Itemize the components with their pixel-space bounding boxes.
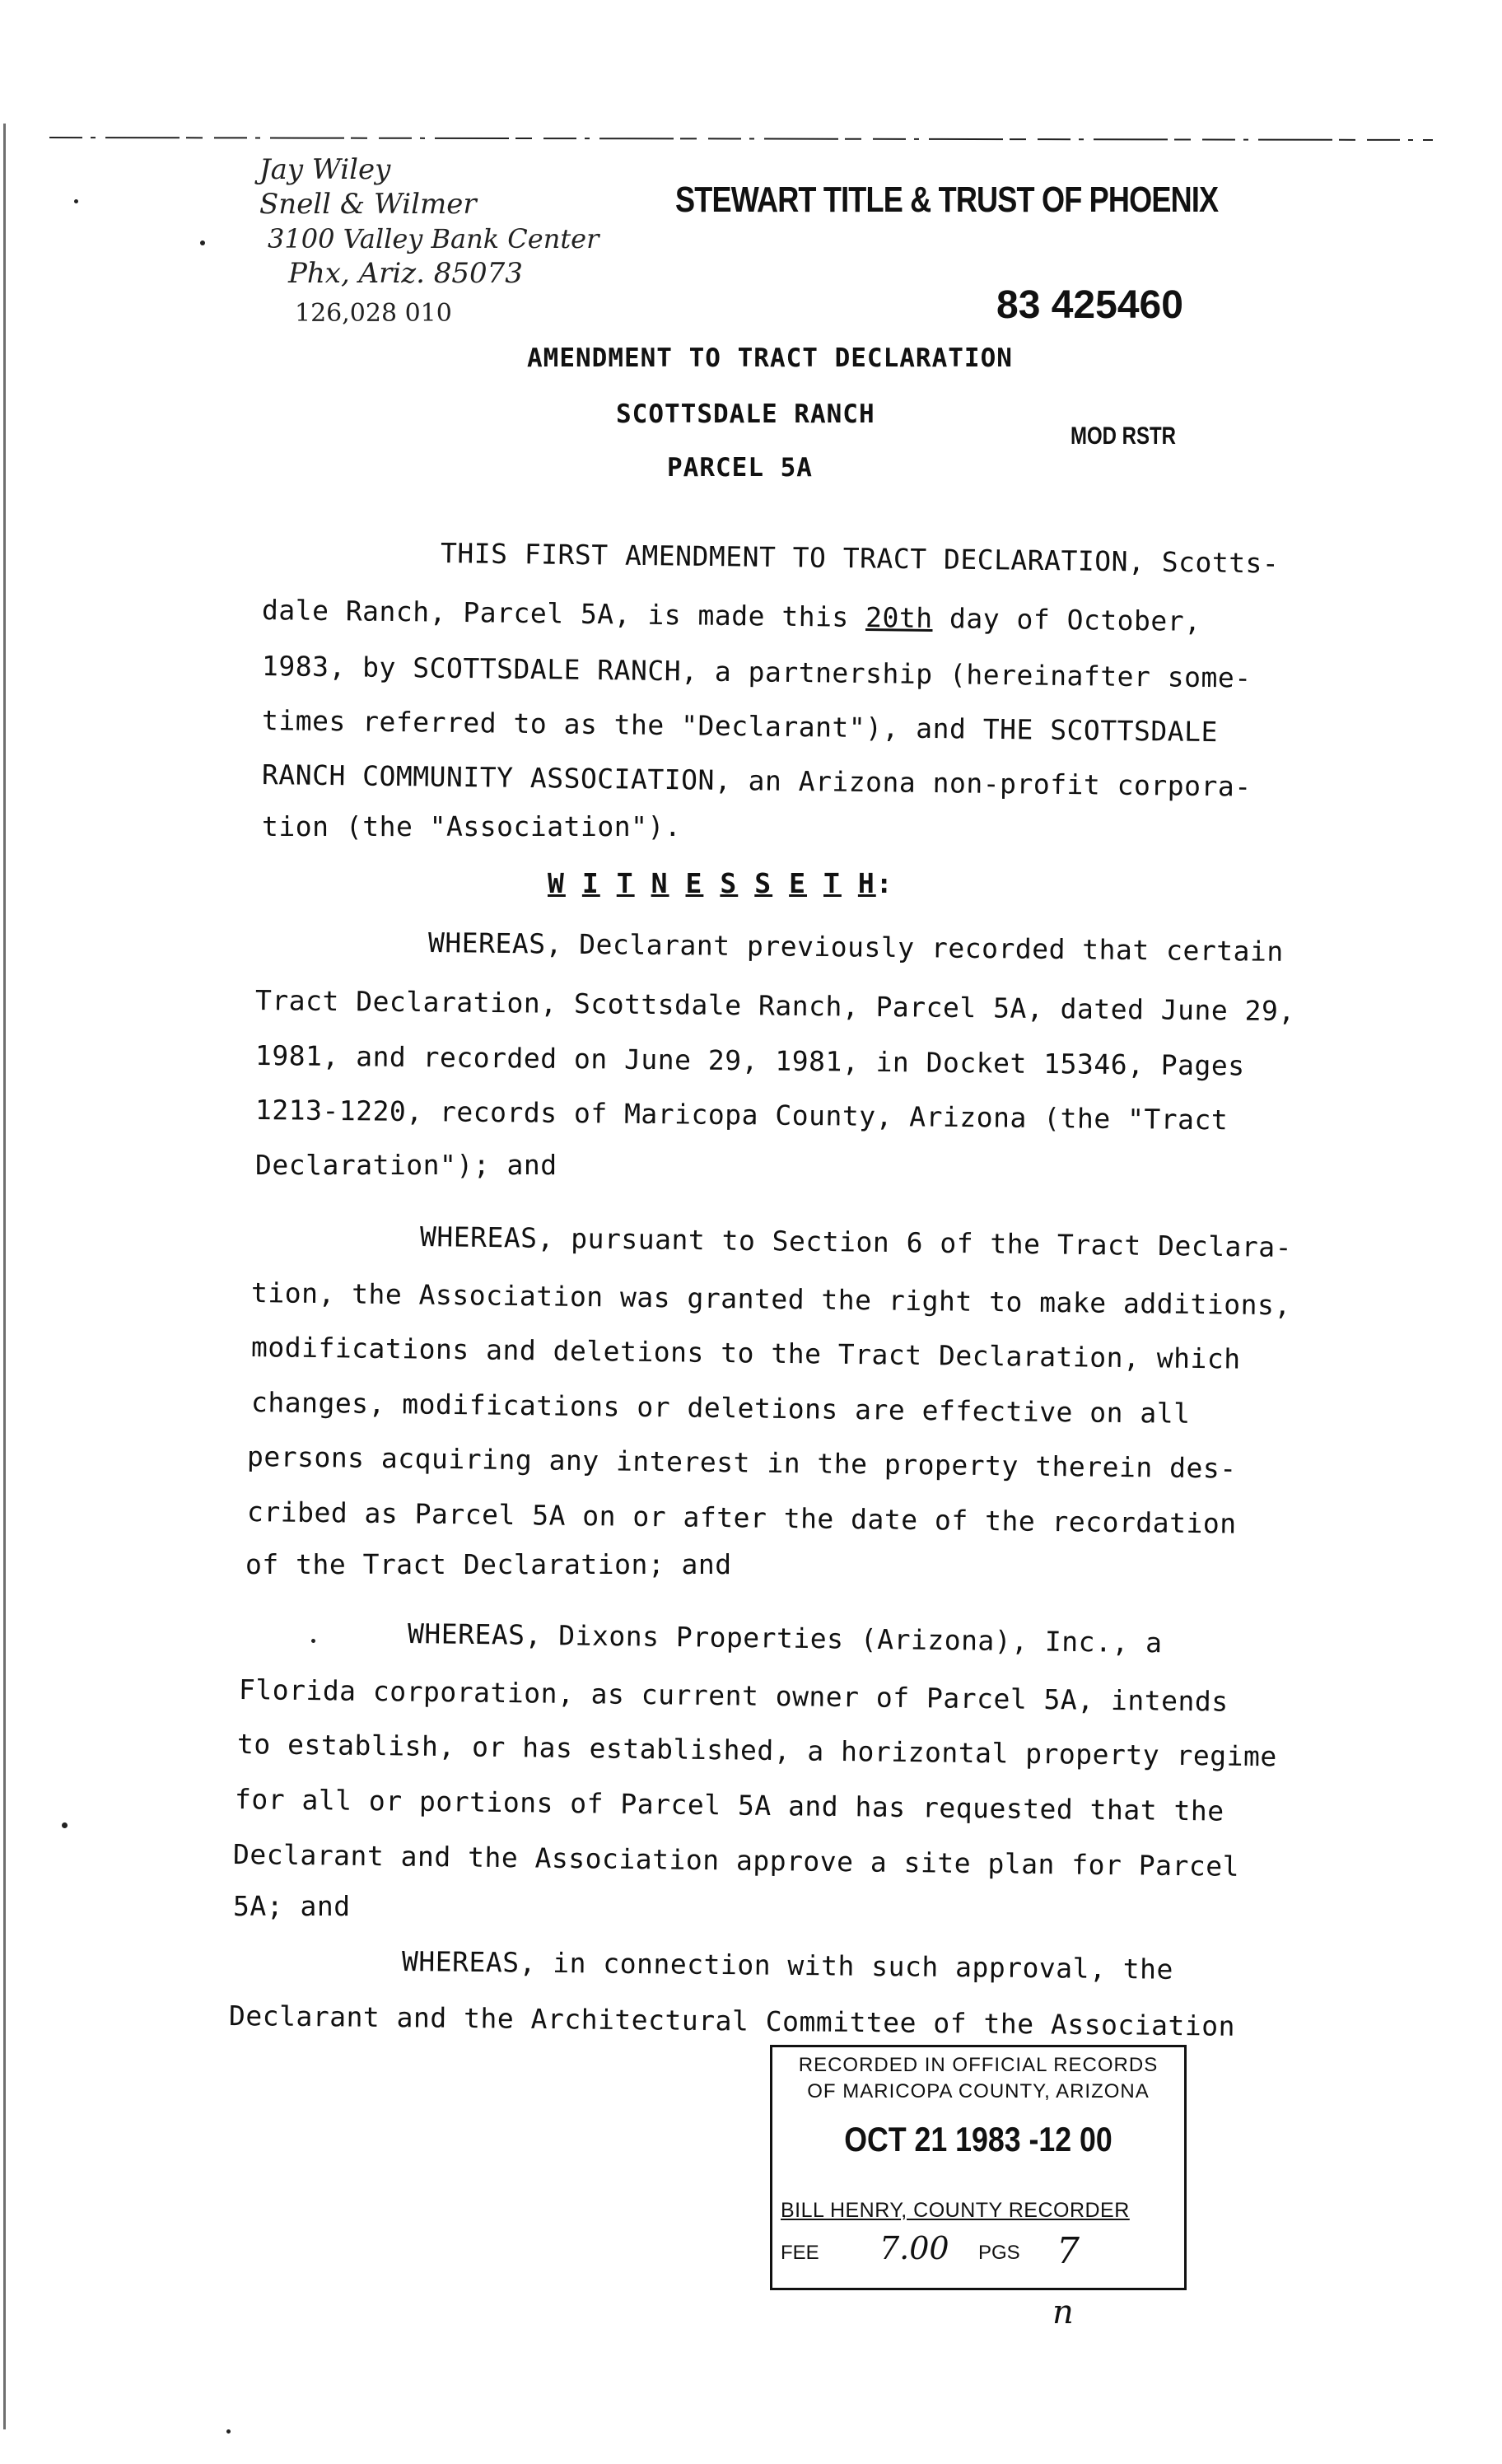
recorder-stamp-line: OF MARICOPA COUNTY, ARIZONA — [807, 2080, 1150, 2102]
county-recorder: BILL HENRY, COUNTY RECORDER — [781, 2199, 1130, 2222]
recital-line: Declaration"); and — [255, 1149, 557, 1181]
scan-speck — [200, 240, 205, 245]
handwritten-number: 126,028 010 — [295, 299, 452, 328]
recital-line: for all or portions of Parcel 5A and has requested that the — [234, 1783, 1224, 1827]
recital-line: modifications and deletions to the Tract Declaration, which — [250, 1331, 1241, 1375]
recital-line: 5A; and — [233, 1890, 351, 1922]
intro-line: THIS FIRST AMENDMENT TO TRACT DECLARATION, Scotts- — [440, 537, 1280, 580]
recital-line: Declarant and the Architectural Committee of the Association — [228, 2000, 1236, 2042]
recital-line: WHEREAS, in connection with such approval, the — [401, 1945, 1174, 1986]
title-company-stamp: STEWART TITLE & TRUST OF PHOENIX — [675, 180, 1219, 220]
page-mark: n — [1052, 2294, 1074, 2331]
intro-text: dale Ranch, Parcel 5A, is made this — [261, 594, 866, 633]
scan-speck — [226, 2429, 231, 2434]
intro-line — [262, 594, 1201, 637]
intro-line: tion (the "Association"). — [262, 810, 682, 842]
recital-line: WHEREAS, Declarant previously recorded that certain — [427, 926, 1284, 968]
document-title: AMENDMENT TO TRACT DECLARATION — [527, 343, 1013, 373]
scan-speck — [62, 1822, 68, 1828]
handwritten-address: 3100 Valley Bank Center — [268, 223, 599, 254]
scan-edge — [3, 124, 6, 2429]
handwritten-city: Phx, Ariz. 85073 — [288, 257, 523, 290]
witnesseth-heading: W I T N E S S E T H: — [548, 867, 894, 899]
pages-value: 7 — [1057, 2230, 1080, 2272]
recital-line: cribed as Parcel 5A on or after the date of the recordation — [246, 1496, 1237, 1540]
recital-line: of the Tract Declaration; and — [245, 1548, 732, 1580]
fee-value: 7.00 — [879, 2230, 949, 2266]
recital-line: Florida corporation, as current owner of Parcel 5A, intends — [238, 1673, 1229, 1718]
recital-line: Tract Declaration, Scottsdale Ranch, Parcel 5A, dated June 29, — [254, 984, 1295, 1028]
intro-date: 20th — [865, 600, 933, 634]
document-subtitle: SCOTTSDALE RANCH — [616, 399, 875, 429]
parcel-heading: PARCEL 5A — [667, 453, 813, 483]
recital-line: to establish, or has established, a horizontal property regime — [236, 1728, 1277, 1773]
recorded-date: OCT 21 1983 -12 00 — [844, 2120, 1113, 2158]
recorder-stamp-line: RECORDED IN OFFICIAL RECORDS — [798, 2054, 1159, 2076]
intro-text: day of October, — [932, 601, 1201, 637]
recital-line: changes, modifications or deletions are effective on all — [250, 1386, 1191, 1430]
handwritten-name: Jay Wiley — [259, 153, 391, 186]
top-rule — [49, 136, 1433, 142]
scan-speck — [311, 1639, 315, 1643]
handwritten-firm: Snell & Wilmer — [259, 188, 477, 221]
recital-line: WHEREAS, pursuant to Section 6 of the Tract Declara- — [419, 1220, 1293, 1263]
recital-line: tion, the Association was granted the right to make additions, — [250, 1276, 1291, 1322]
document-number: 83 425460 — [996, 283, 1183, 327]
intro-line: times referred to as the "Declarant"), and THE SCOTTSDALE — [261, 704, 1219, 749]
mod-rstr-stamp: MOD RSTR — [1071, 422, 1176, 450]
recital-line: 1213-1220, records of Maricopa County, Arizona (the "Tract — [254, 1094, 1229, 1136]
recorder-stamp — [770, 2045, 1187, 2290]
fee-label: FEE — [781, 2242, 819, 2264]
pages-label: PGS — [978, 2242, 1020, 2264]
intro-line: 1983, by SCOTTSDALE RANCH, a partnership (hereinafter some- — [261, 650, 1252, 694]
recital-line: WHEREAS, Dixons Properties (Arizona), Inc., a — [407, 1617, 1163, 1659]
recital-line: persons acquiring any interest in the property therein des- — [246, 1440, 1237, 1485]
recital-line: 1981, and recorded on June 29, 1981, in Docket 15346, Pages — [254, 1039, 1245, 1082]
intro-line: RANCH COMMUNITY ASSOCIATION, an Arizona non-profit corpora- — [261, 758, 1252, 803]
scan-speck — [74, 199, 78, 203]
recital-line: Declarant and the Association approve a site plan for Parcel — [232, 1838, 1240, 1883]
